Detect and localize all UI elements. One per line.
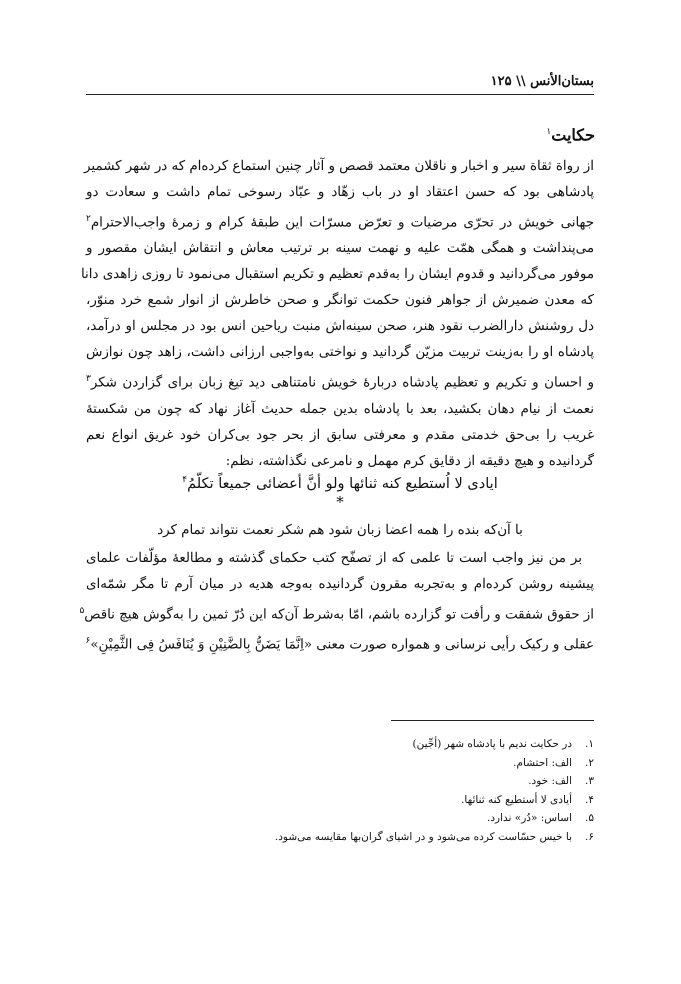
footnote-ref[interactable]: ۱: [546, 127, 552, 137]
footnotes: [86, 735, 594, 846]
paragraph-line-text: عقلی و رکیک رأیی نرسانی و همواره صورت معنی «اِنَّمَا یَضَنُّ بِالضَّنِیْنِ وَ یُنَافَسُ فِی الثَّمِیْنِ»: [90, 637, 594, 653]
paragraph-line: پادشاهی بود که حسن اعتقاد او در باب زهّاد و عبّاد رسوخی تمام داشت و سعادت دو: [86, 185, 594, 200]
footnote-number: ۳.: [585, 775, 594, 787]
footnote-text: اساس: «دُر» ندارد.: [487, 812, 572, 824]
paragraph-line: پیشینه روشن کرده‌ام و به‌تجربه مقرون گردانیده به‌وجه هدیه در میان آرم تا مگر شمّه‌ای: [86, 577, 594, 592]
footnote-number: ۴.: [585, 793, 594, 806]
paragraph-line-text: و احسان و تکریم و تعظیم پادشاه دربارهٔ خویش نامتناهی دید تیغ زبان برای گزاردن شکر: [90, 375, 594, 391]
footnote-number: ۶.: [585, 830, 594, 843]
footnote-ref[interactable]: ۶: [85, 636, 91, 647]
footnote-item: [86, 791, 594, 810]
persian-couplet: با آن‌که بنده را همه اعضا زبان شود هم شکر نعمت نتواند تمام کرد: [157, 523, 523, 538]
paragraph-line: موفور می‌گردانید و قدوم ایشان را به‌قدم تعظیم و تکریم استقبال می‌نمود تا روزی زاهدی دانا: [80, 267, 594, 283]
footnote-number: ۲.: [585, 756, 594, 769]
footnote-ref[interactable]: ۵: [79, 606, 85, 616]
asterisk-separator: *: [336, 493, 344, 511]
paragraph-line-text: از حقوق شفقت و رأفت تو گزارده باشم، امّا به‌شرط آن‌که این دُرّ ثمین را به‌گوش هیچ ناقص: [84, 607, 594, 623]
footnote-item: [86, 772, 594, 791]
paragraph-line-text: جهانی خویش در تحرّی مرضیات و تعرّض مسرّات این طبقهٔ کرام و زمرهٔ واجب‌الاحترام: [90, 215, 594, 231]
footnote-text: در حکایت ندیم با پادشاه شهر (أجِّین): [412, 738, 572, 750]
paragraph-line: که معدن ضمیرش از جواهر فنون حکمت توانگر و صحن خاطرش از انوار شمع خرد منوّر،: [86, 293, 594, 309]
paragraph-line: دل روشنش دارالضرب نقود هنر، صحن سینه‌اش منبت ریاحین انس بود در مجلس او درآمد،: [86, 319, 594, 335]
footnote-item: [86, 754, 594, 773]
footnote-item: [86, 735, 594, 754]
paragraph-line: [86, 366, 594, 396]
footnote-number: ۱.: [585, 738, 594, 750]
footnote-divider: [391, 720, 594, 721]
paragraph-line: [86, 206, 594, 236]
section-title: [546, 120, 595, 147]
footnote-ref[interactable]: ۳: [86, 374, 91, 385]
paragraph-line: می‌پنداشت و همگی همّت علیه و نهمت سینه بر ترتیب معاش و انتقاش ایشان مقصور و: [86, 241, 594, 257]
footnote-number: ۵.: [585, 812, 594, 824]
paragraph-1: [80, 154, 594, 475]
footnote-text: الف: احتشام.: [513, 756, 572, 769]
paragraph-line: [79, 598, 594, 628]
section-title-text: حکایت: [551, 125, 595, 145]
paragraph-line: گردانیده و هیچ دقیقه از دقایق کرم مهمل و نامرعی نگذاشته، نظم:: [225, 453, 594, 469]
paragraph-line: غریب را بی‌حق خدمتی مقدم و معرفتی سابق از بحر جود بی‌کران خود غریق انواع نعم: [86, 427, 594, 443]
paragraph-line: بر من نیز واجب است تا علمی که از تصفّح کتب حکمای گذشته و مطالعهٔ مؤلّفات علمای: [86, 551, 582, 566]
footnote-ref[interactable]: ۲: [86, 214, 91, 224]
paragraph-line: از رواة ثقاة سیر و اخبار و ناقلان معتمد قصص و آثار چنین استماع کرده‌ام که در شهر کشمیر: [84, 159, 594, 174]
arabic-verse-text: ایادی لا اُستطیع کنه ثنائها ولو أنَّ أعضائی جمیعاً تکلّمُ: [187, 475, 498, 492]
footnote-item: [86, 809, 594, 828]
paragraph-line: پادشاه او را به‌زینت تربیت مزیّن گردانید و نواختی به‌واجبی ارزانی داشت، زاهد چون نوازش: [86, 345, 594, 361]
running-title: بستان‌الأنس \\ ۱۲۵: [490, 74, 594, 89]
footnote-ref[interactable]: ۴: [182, 475, 188, 485]
running-header: [86, 72, 594, 95]
paragraph-line: [86, 628, 594, 658]
footnote-text: الف: خود.: [528, 775, 572, 787]
paragraph-line: نعمت از نیام دهان بکشید، بعد با پادشاه بدین جمله حدیث آغاز نهاد که چون من شکستهٔ: [86, 401, 594, 417]
footnote-text: أیادی لا أستطیع کنه ثنائها.: [461, 793, 572, 806]
paragraph-2: [79, 546, 594, 659]
footnote-item: [86, 828, 594, 847]
footnote-text: با خیس حسّاست کرده می‌شود و در اشیای گران‌بها مقایسه می‌شود.: [274, 830, 572, 843]
